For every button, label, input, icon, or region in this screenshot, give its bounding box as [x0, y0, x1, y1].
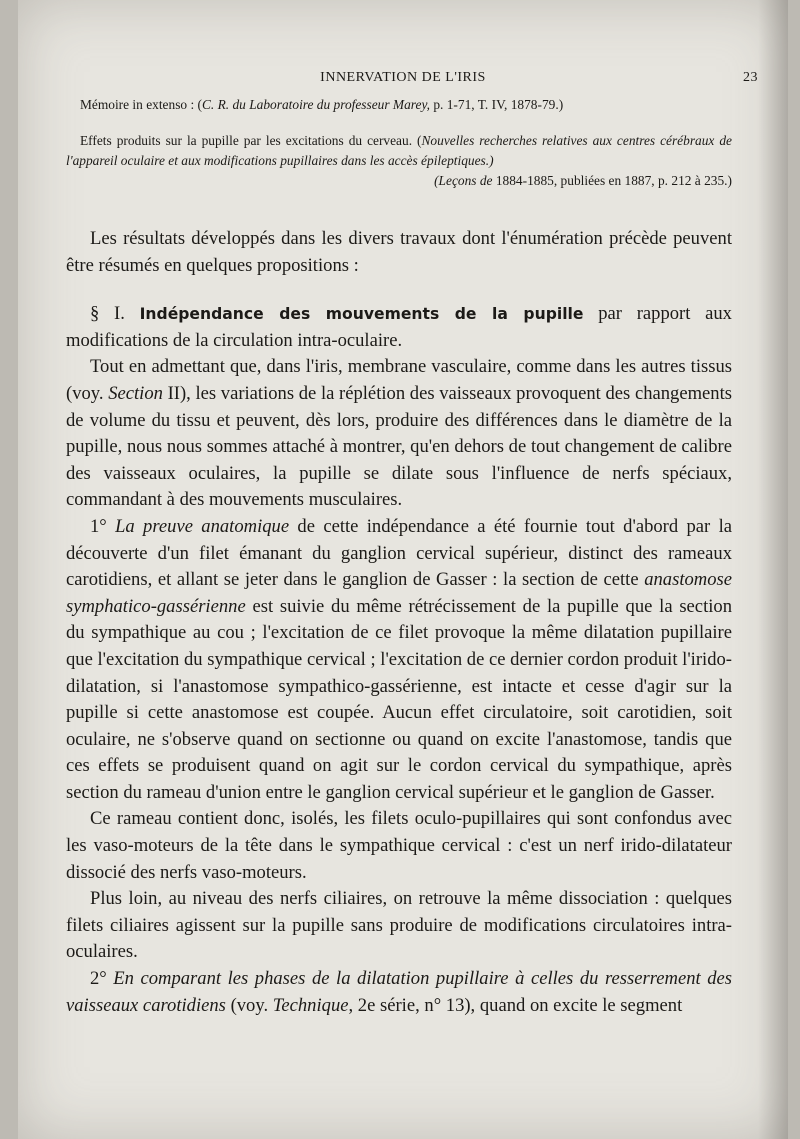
paragraph-comparant-b: , 2e série, n° 13), quand on excite le segment [348, 994, 683, 1016]
main-text [66, 226, 732, 1019]
book-page [18, 0, 788, 1139]
paragraph-tout-a: Tout en admettant que, dans l'iris, membrane vasculaire, comme dans les autres tissus (voy. [66, 356, 732, 404]
technique-ref: Technique [272, 994, 349, 1016]
paragraph-rameau: Ce rameau contient donc, isolés, les filets oculo-pupillaires qui sont confondus avec les vaso-moteurs de la tête dans le sympathique cervical : c'est un nerf irido-dilatateur dissocié des nerfs vaso-moteurs. [66, 808, 732, 883]
paragraph-preuve [66, 514, 732, 807]
lecons-details: 1884-1885, publiées en 1887, p. 212 à 235.) [492, 173, 732, 188]
section-ref: Section [108, 382, 163, 404]
memoire-source: C. R. du Laboratoire du professeur Marey, [201, 97, 430, 112]
lecons-label: (Leçons de [434, 173, 493, 188]
section-marker: § I. [90, 303, 140, 325]
anastomose-term: anastomose symphatico-gassérienne [66, 569, 732, 617]
section-one-paragraph [66, 301, 732, 354]
memoire-prefix: Mémoire in extenso : ( [80, 97, 202, 112]
reference-effets [66, 131, 732, 191]
paragraph-comparant [66, 966, 732, 1019]
section-heading-rest: par rapport aux modifications de la circulation intra-oculaire. [66, 303, 732, 351]
paragraph-preuve-a: de cette indépendance a été fournie tout d'abord par la découverte d'un filet émanant du ganglion cervical supérieur, distinct des rameaux carotidiens, et allant se jeter dans le ganglion de Gasser : la section de cette [66, 515, 732, 591]
comparant-phrase: En comparant les phases de la dilatation pupillaire à celles du resserrement des vaisseaux carotidiens [66, 968, 732, 1016]
item-number-2: 2° [90, 968, 114, 990]
paragraph-plus-loin: Plus loin, au niveau des nerfs ciliaires, on retrouve la même dissociation : quelques filets ciliaires agissent sur la pupille sans produire de modifications circulatoires intra-oculaires. [66, 888, 732, 963]
intro-paragraph: Les résultats développés dans les divers travaux dont l'énumération précède peuvent être résumés en quelques propositions : [66, 228, 732, 276]
paragraph-tout [66, 354, 732, 514]
running-title: INNERVATION DE L'IRIS [320, 70, 486, 85]
effets-title: Nouvelles recherches relatives aux centres cérébraux de l'appareil oculaire et aux modifications pupillaires dans les accès épileptiques.) [66, 133, 732, 168]
page-edge-shadow [758, 0, 788, 1139]
section-heading: Indépendance des mouvements de la pupille [139, 305, 584, 324]
item-number-1: 1° [90, 515, 116, 537]
page-number: 23 [743, 70, 758, 85]
preuve-anatomique: La preuve anatomique [115, 515, 290, 537]
paragraph-tout-b: II), les variations de la réplétion des vaisseaux provoquent des changements de volume du tissu et peuvent, dès lors, produire des différences dans le diamètre de la pupille, nous nous sommes attaché à montrer, qu'en dehors de tout changement de calibre des vaisseaux oculaires, la pupille se dilate sous l'influence de nerfs spéciaux, commandant à des mouvements musculaires. [66, 382, 733, 511]
paragraph-comparant-a: (voy. [225, 994, 273, 1016]
reference-memoire [66, 95, 732, 115]
page-header [18, 70, 788, 94]
paragraph-preuve-b: est suivie du même rétrécissement de la pupille que la section du sympathique au cou ; l'excitation de ce filet provoque la même dilatation pupillaire que l'excitation du sympathique cervical ; l'excitation de ce dernier cordon produit l'irido-dilatation, si l'anastomose sympathico-gassérienne, est intacte et cesse d'agir sur la pupille si cette anastomose est coupée. Aucun effet circulatoire, soit carotidien, soit oculaire, ne s'observe quand on sectionne ou quand on excite l'anastomose, tandis que ces effets se produisent quand on agit sur le cordon cervical du sympathique, après section du rameau d'union entre le ganglion cervical supérieur et le ganglion de Gasser. [66, 595, 732, 803]
memoire-suffix: p. 1-71, T. IV, 1878-79.) [430, 97, 564, 112]
effets-lead: Effets produits sur la pupille par les excitations du cerveau. ( [80, 133, 422, 148]
